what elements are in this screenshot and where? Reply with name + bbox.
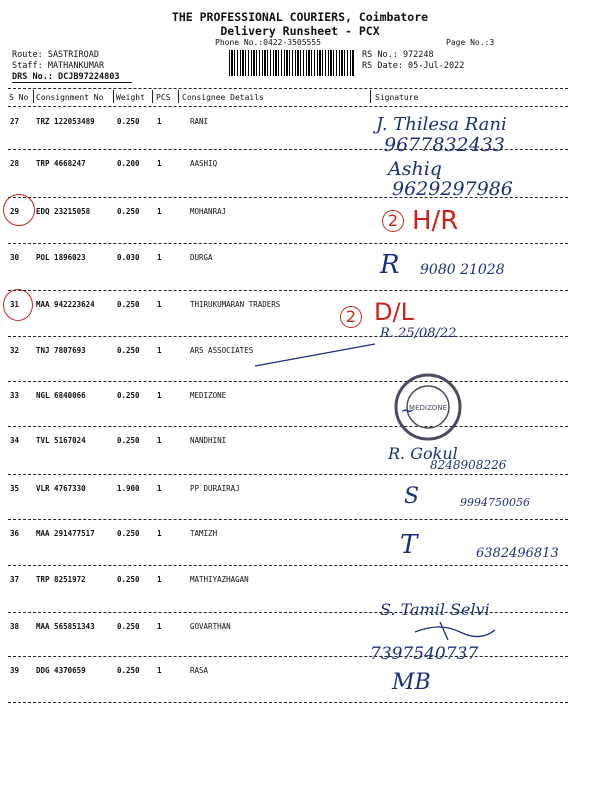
row-sno: 33 [10, 391, 20, 400]
row-pcs: 1 [157, 207, 162, 216]
row-pcs: 1 [157, 253, 162, 262]
header-top-rule [8, 88, 568, 89]
row-sno: 34 [10, 436, 20, 445]
row-consignee: AASHIQ [190, 159, 218, 168]
barcode [229, 50, 355, 76]
row-consignee: TAMIZH [190, 529, 218, 538]
row-consignee: RANI [190, 117, 209, 126]
drs-underline [12, 82, 132, 83]
staff-label: Staff: MATHANKUMAR [12, 61, 105, 71]
row-weight: 0.250 [117, 575, 140, 584]
row-consignee: GOVARTHAN [190, 622, 231, 631]
row-consignment: TNJ 7807693 [36, 346, 86, 355]
signature-36-mark: T [400, 530, 418, 560]
signature-28-name: Ashiq [388, 158, 442, 180]
row-consignment: MAA 942223624 [36, 300, 95, 309]
row-sno: 30 [10, 253, 20, 262]
row-weight: 0.250 [117, 622, 140, 631]
row-weight: 0.250 [117, 436, 140, 445]
row-separator [8, 702, 568, 703]
row-consignment: EDQ 23215058 [36, 207, 91, 216]
row-pcs: 1 [157, 575, 162, 584]
row-separator [8, 243, 568, 244]
row-sno: 38 [10, 622, 20, 631]
row-sno: 36 [10, 529, 20, 538]
signature-36-phone: 6382496813 [476, 546, 559, 561]
signature-33-mark: ~ [400, 400, 416, 421]
row-consignment: POL 1896023 [36, 253, 86, 262]
row-separator [8, 336, 568, 337]
row-pcs: 1 [157, 159, 162, 168]
signature-38-phone: 7397540737 [370, 644, 479, 664]
row-weight: 0.250 [117, 300, 140, 309]
page-number: Page No.:3 [446, 38, 495, 47]
row-separator [8, 565, 568, 566]
row-sno: 31 [10, 300, 20, 309]
row-weight: 0.030 [117, 253, 140, 262]
row-consignment: TVL 5167024 [36, 436, 86, 445]
row-separator [8, 519, 568, 520]
row-sno: 28 [10, 159, 20, 168]
delivery-note-dl: D/L [374, 298, 414, 326]
col-divider [370, 90, 371, 103]
row-sno: 37 [10, 575, 20, 584]
circled-number: 2 [382, 210, 404, 232]
row-sno: 39 [10, 666, 20, 675]
row-consignee: RASA [190, 666, 209, 675]
row-pcs: 1 [157, 346, 162, 355]
signature-39-mark: MB [392, 670, 431, 695]
company-title: THE PROFESSIONAL COURIERS, Coimbatore [171, 10, 429, 24]
phone-number: Phone No.:0422-3505555 [215, 38, 321, 47]
row-consignment: MAA 565851343 [36, 622, 95, 631]
row-sno: 29 [10, 207, 20, 216]
signature-32-initials: R. 25/08/22 [380, 326, 457, 341]
row-consignee: THIRUKUMARAN TRADERS [190, 300, 281, 309]
signature-37-name: S. Tamil Selvi [380, 600, 490, 619]
col-divider [33, 90, 34, 103]
row-separator [8, 656, 568, 657]
col-consignment: Consignment No [36, 93, 104, 102]
rs-number: RS No.: 972248 [362, 50, 434, 60]
row-consignee: DURGA [190, 253, 213, 262]
row-weight: 1.900 [117, 484, 140, 493]
row-consignment: MAA 291477517 [36, 529, 95, 538]
row-consignee: MEDIZONE [190, 391, 227, 400]
handwritten-arrow-line [250, 340, 380, 370]
row-weight: 0.250 [117, 666, 140, 675]
row-pcs: 1 [157, 436, 162, 445]
row-sno: 27 [10, 117, 20, 126]
stamp-text: MEDIZONE [409, 404, 447, 412]
signature-34-name: R. Gokul [388, 444, 458, 463]
col-sno: S No [9, 93, 29, 102]
signature-35-phone: 9994750056 [460, 496, 530, 509]
row-weight: 0.250 [117, 391, 140, 400]
col-divider [113, 90, 114, 103]
row-consignee: MATHIYAZHAGAN [190, 575, 249, 584]
row-pcs: 1 [157, 117, 162, 126]
row-consignee: PP DURAIRAJ [190, 484, 240, 493]
row-consignment: TRZ 122053489 [36, 117, 95, 126]
header-bottom-rule [8, 106, 568, 107]
row-weight: 0.250 [117, 117, 140, 126]
signature-27-phone: 9677832433 [384, 134, 505, 156]
col-divider [178, 90, 179, 103]
col-signature: Signature [375, 93, 419, 102]
row-consignment: TRP 4668247 [36, 159, 86, 168]
row-sno: 32 [10, 346, 20, 355]
signature-28-phone: 9629297986 [392, 178, 513, 200]
row-weight: 0.250 [117, 346, 140, 355]
row-separator [8, 426, 568, 427]
row-weight: 0.200 [117, 159, 140, 168]
row-consignment: DDG 4370659 [36, 666, 86, 675]
col-pcs: PCS [156, 93, 171, 102]
col-weight: Weight [116, 93, 145, 102]
row-weight: 0.250 [117, 207, 140, 216]
rs-date: RS Date: 05-Jul-2022 [362, 61, 465, 71]
drs-number: DRS No.: DCJB97224803 [12, 72, 120, 82]
row-consignment: NGL 6840066 [36, 391, 86, 400]
route-label: Route: SASTRIROAD [12, 50, 99, 60]
row-pcs: 1 [157, 391, 162, 400]
runsheet-subtitle: Delivery Runsheet - PCX [220, 24, 380, 38]
row-consignee: MOHANRAJ [190, 207, 227, 216]
signature-30-mark: R [380, 250, 400, 280]
row-separator [8, 474, 568, 475]
row-pcs: 1 [157, 666, 162, 675]
red-circle-mark [3, 289, 33, 321]
delivery-note-hr: H/R [412, 206, 459, 236]
row-separator [8, 381, 568, 382]
row-consignment: TRP 8251972 [36, 575, 86, 584]
row-pcs: 1 [157, 622, 162, 631]
col-divider [152, 90, 153, 103]
row-sno: 35 [10, 484, 20, 493]
signature-27-name: J. Thilesa Rani [376, 114, 507, 135]
signature-35-mark: S [404, 484, 420, 509]
red-circle-mark [3, 194, 35, 226]
row-consignment: VLR 4767330 [36, 484, 86, 493]
row-separator [8, 290, 568, 291]
row-weight: 0.250 [117, 529, 140, 538]
row-pcs: 1 [157, 529, 162, 538]
row-pcs: 1 [157, 300, 162, 309]
signature-30-phone: 9080 21028 [420, 262, 505, 278]
circled-number: 2 [340, 306, 362, 328]
row-consignee: NANDHINI [190, 436, 227, 445]
col-consignee: Consignee Details [182, 93, 264, 102]
signature-34-phone: 8248908226 [430, 458, 507, 472]
signature-38-scribble [410, 618, 500, 644]
row-consignee: ARS ASSOCIATES [190, 346, 254, 355]
row-pcs: 1 [157, 484, 162, 493]
